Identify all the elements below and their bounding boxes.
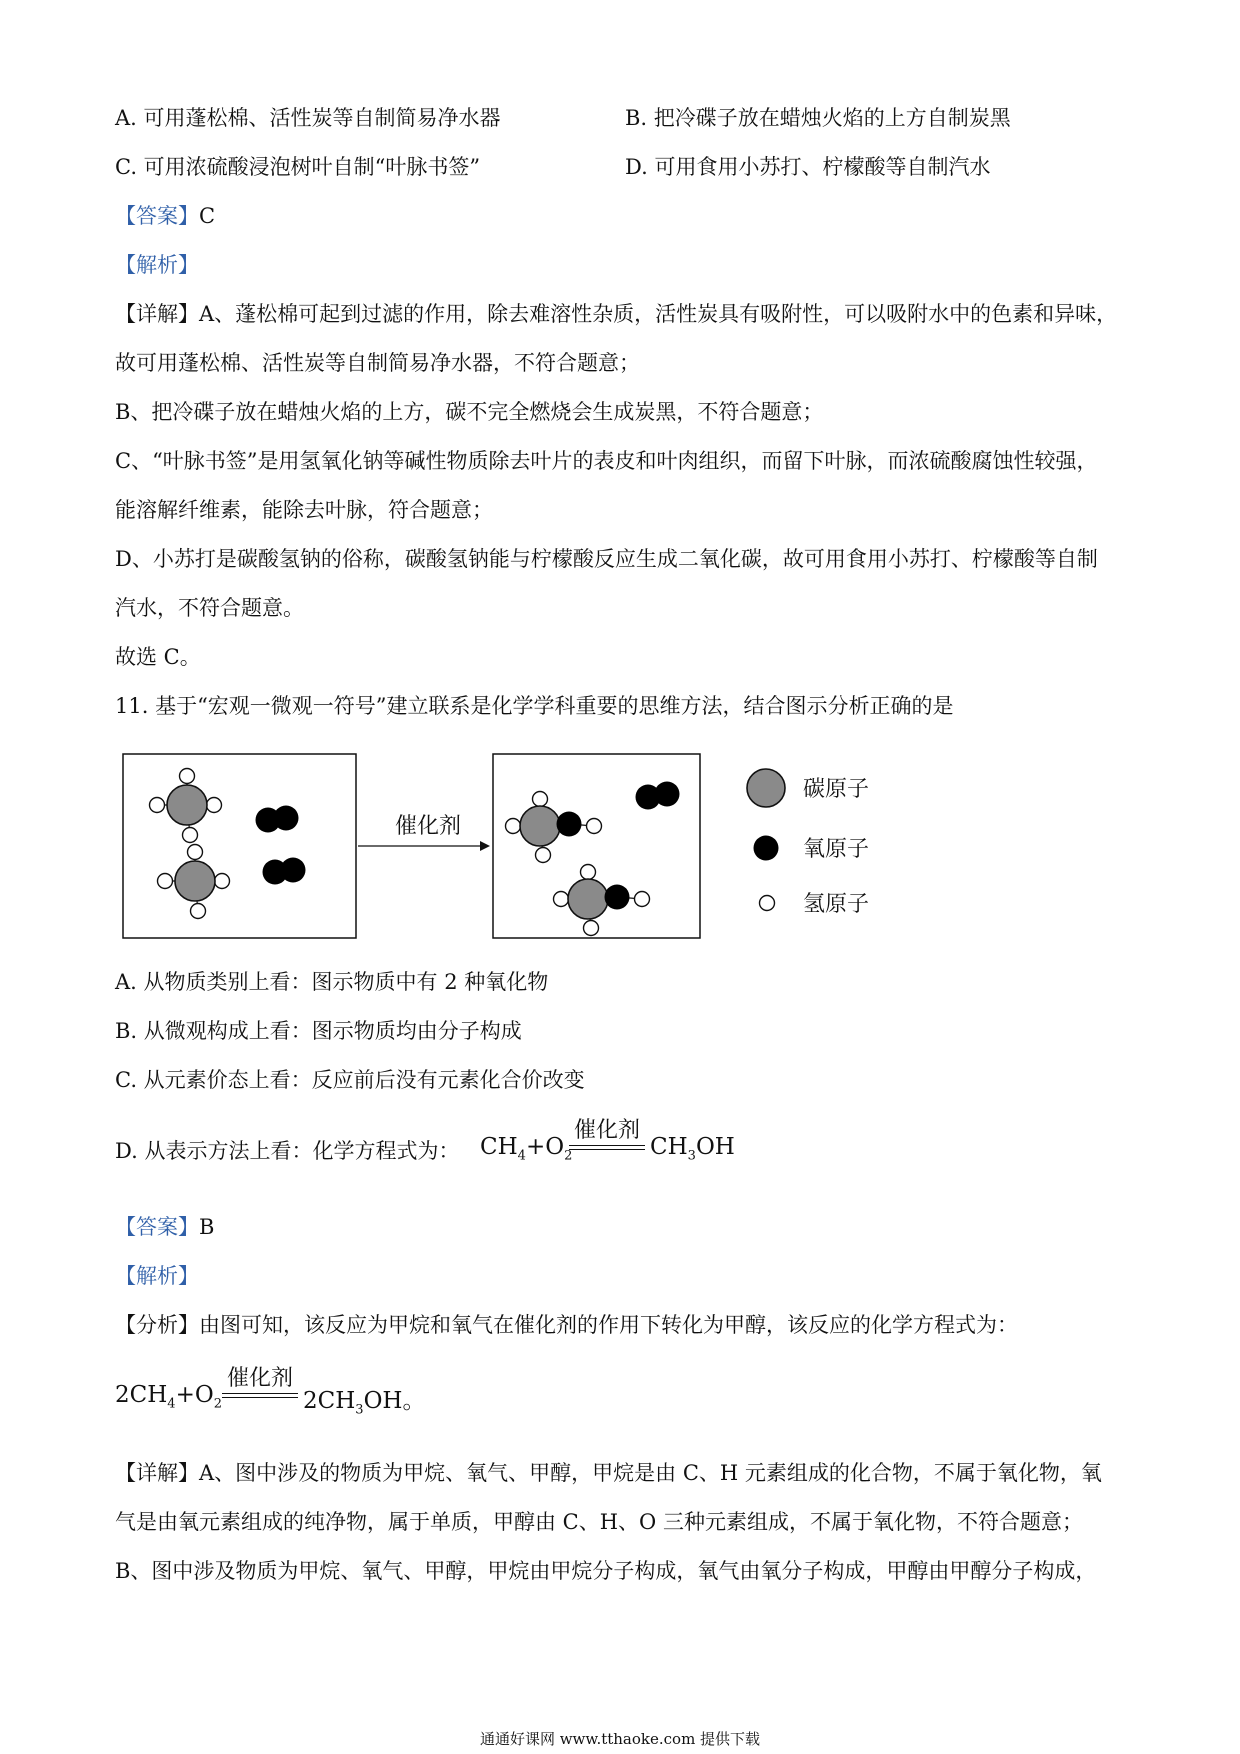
equation-full-right: $2CH_3OH$。 (303, 1388, 426, 1418)
q11-option-d: D. 从表示方法上看：化学方程式为： (115, 1139, 460, 1163)
legend-oxygen-label: 氧原子 (803, 836, 870, 861)
q10-detail-line: 汽水，不符合题意。 (115, 596, 304, 620)
methane-molecule (158, 845, 230, 919)
answer-label: 【答案】 (115, 1215, 199, 1239)
q10-option-b: B. 把冷碟子放在蜡烛火焰的上方自制炭黑 (625, 106, 1011, 130)
methanol-molecule (506, 792, 602, 863)
q10-detail-line: D、小苏打是碳酸氢钠的俗称，碳酸氢钠能与柠檬酸反应生成二氧化碳，故可用食用小苏打、柠檬酸等自制 (115, 547, 1098, 571)
q11-detail-line: B、图中涉及物质为甲烷、氧气、甲醇，甲烷由甲烷分子构成，氧气由氧分子构成，甲醇由甲醇分子构成， (115, 1559, 1097, 1583)
legend-carbon-swatch (747, 769, 785, 807)
equation-full-catalyst (220, 1366, 300, 1398)
q11-detail-line: 【详解】A、图中涉及的物质为甲烷、氧气、甲醇，甲烷是由 C、H 元素组成的化合物，不属于氧化物，氧 (115, 1461, 1102, 1485)
catalyst-label: 催化剂 (573, 1118, 640, 1143)
q10-detail-line: 【详解】A、蓬松棉可起到过滤的作用，除去难溶性杂质，活性炭具有吸附性，可以吸附水中的色素和异味， (115, 302, 1118, 326)
double-bar (222, 1393, 298, 1398)
legend-oxygen-swatch (754, 836, 779, 861)
q11-detail-line: 气是由氧元素组成的纯净物，属于单质，甲醇由 C、H、O 三种元素组成，不属于氧化物，不符合题意； (115, 1510, 1083, 1534)
q11-option-a: A. 从物质类别上看：图示物质中有 2 种氧化物 (115, 970, 549, 994)
methane-molecule (150, 769, 222, 843)
q11-option-b: B. 从微观构成上看：图示物质均由分子构成 (115, 1019, 522, 1043)
equation-full-left: $2CH_4+O_2$ (115, 1382, 222, 1412)
q10-option-a: A. 可用蓬松棉、活性炭等自制简易净水器 (115, 106, 501, 130)
catalyst-label: 催化剂 (226, 1366, 293, 1391)
equation-d-right: $CH_3OH$ (650, 1134, 735, 1164)
legend-hydrogen-swatch (760, 896, 775, 911)
equation-d-left: $CH_4+O_2$ (480, 1134, 573, 1164)
answer-label: 【答案】 (115, 204, 199, 228)
catalyst-label: 催化剂 (395, 813, 462, 838)
methanol-molecule (554, 865, 650, 936)
q10-detail-line: 能溶解纤维素，能除去叶脉，符合题意； (115, 498, 493, 522)
q10-answer (115, 201, 215, 231)
q10-detail-line: 故选 C。 (115, 645, 201, 669)
q10-detail-line: B、把冷碟子放在蜡烛火焰的上方，碳不完全燃烧会生成炭黑，不符合题意； (115, 400, 824, 424)
oxygen-molecule (636, 782, 680, 810)
reactants-box (123, 754, 356, 938)
q10-option-c: C. 可用浓硫酸浸泡树叶自制“叶脉书签” (115, 155, 481, 179)
reaction-diagram (122, 753, 902, 939)
q10-detail-line: C、“叶脉书签”是用氢氧化钠等碱性物质除去叶片的表皮和叶肉组织，而留下叶脉，而浓硫酸腐蚀性较强， (115, 449, 1098, 473)
oxygen-molecule (256, 806, 299, 833)
q10-analysis-label: 【解析】 (115, 253, 199, 277)
double-bar (569, 1145, 645, 1150)
arrow-head (480, 841, 490, 851)
oxygen-molecule (263, 858, 306, 885)
legend-carbon-label: 碳原子 (803, 776, 870, 801)
answer-value: B (199, 1215, 215, 1239)
equation-d-catalyst (567, 1118, 647, 1150)
q11-answer (115, 1212, 214, 1242)
q11-option-c: C. 从元素价态上看：反应前后没有元素化合价改变 (115, 1068, 585, 1092)
page-footer: 通通好课网 www.tthaoke.com 提供下载 (479, 1730, 761, 1748)
q10-detail-line: 故可用蓬松棉、活性炭等自制简易净水器，不符合题意； (115, 351, 640, 375)
q11-stem: 11. 基于“宏观一微观一符号”建立联系是化学学科重要的思维方法，结合图示分析正确的是 (115, 694, 954, 718)
q10-option-d: D. 可用食用小苏打、柠檬酸等自制汽水 (625, 155, 991, 179)
answer-value: C (199, 204, 216, 228)
legend-hydrogen-label: 氢原子 (803, 891, 870, 916)
q11-analysis-label: 【解析】 (115, 1264, 199, 1288)
legend (747, 769, 869, 916)
q11-fenxi: 【分析】由图可知，该反应为甲烷和氧气在催化剂的作用下转化为甲醇，该反应的化学方程式为： (115, 1313, 1018, 1337)
